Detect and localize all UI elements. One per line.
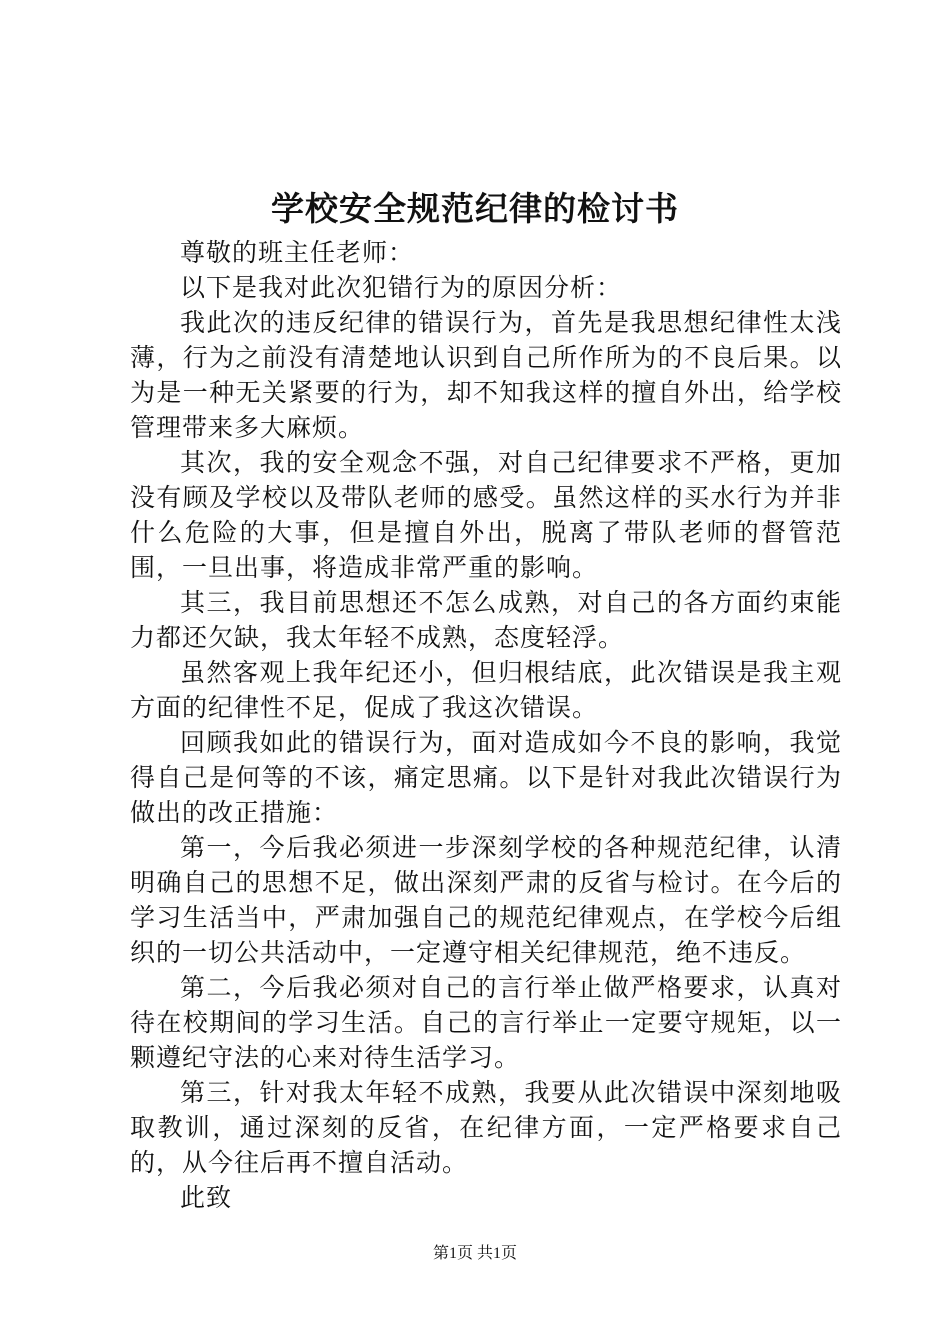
intro-paragraph: 以下是我对此次犯错行为的原因分析： [180,273,623,302]
page-number-footer: 第1页 共1页 [432,1245,517,1262]
reflection-paragraph: 回顾我如此的错误行为，面对造成如今不良的影响，我觉得自己是何等的不该，痛定思痛。以下是针对我此次错误行为做出的改正措施： [130,728,842,827]
document-body [130,235,842,1215]
reason-paragraph-2: 其次，我的安全观念不强，对自己纪律要求不严格，更加没有顾及学校以及带队老师的感受。虽然这样的买水行为并非什么危险的大事，但是擅自外出，脱离了带队老师的督管范围，一旦出事，将造成非常严重的影响。 [130,448,842,582]
measure-paragraph-2: 第二，今后我必须对自己的言行举止做严格要求，认真对待在校期间的学习生活。自己的言行举止一定要守规矩，以一颗遵纪守法的心来对待生活学习。 [130,973,842,1072]
document-title: 学校安全规范纪律的检讨书 [271,189,679,228]
reason-paragraph-1: 我此次的违反纪律的错误行为，首先是我思想纪律性太浅薄，行为之前没有清楚地认识到自己所作所为的不良后果。以为是一种无关紧要的行为，却不知我这样的擅自外出，给学校管理带来多大麻烦。 [130,308,842,442]
measure-paragraph-3: 第三，针对我太年轻不成熟，我要从此次错误中深刻地吸取教训，通过深刻的反省，在纪律方面，一定严格要求自己的，从今往后再不擅自活动。 [130,1078,842,1177]
measure-paragraph-1: 第一，今后我必须进一步深刻学校的各种规范纪律，认清明确自己的思想不足，做出深刻严肃的反省与检讨。在今后的学习生活当中，严肃加强自己的规范纪律观点，在学校今后组织的一切公共活动中，一定遵守相关纪律规范，绝不违反。 [130,833,842,967]
reason-paragraph-3: 其三，我目前思想还不怎么成熟，对自己的各方面约束能力都还欠缺，我太年轻不成熟，态度轻浮。 [130,588,842,652]
closing-paragraph: 此致 [180,1183,233,1212]
summary-paragraph: 虽然客观上我年纪还小，但归根结底，此次错误是我主观方面的纪律性不足，促成了我这次错误。 [130,658,842,722]
salutation-paragraph: 尊敬的班主任老师： [180,238,415,267]
